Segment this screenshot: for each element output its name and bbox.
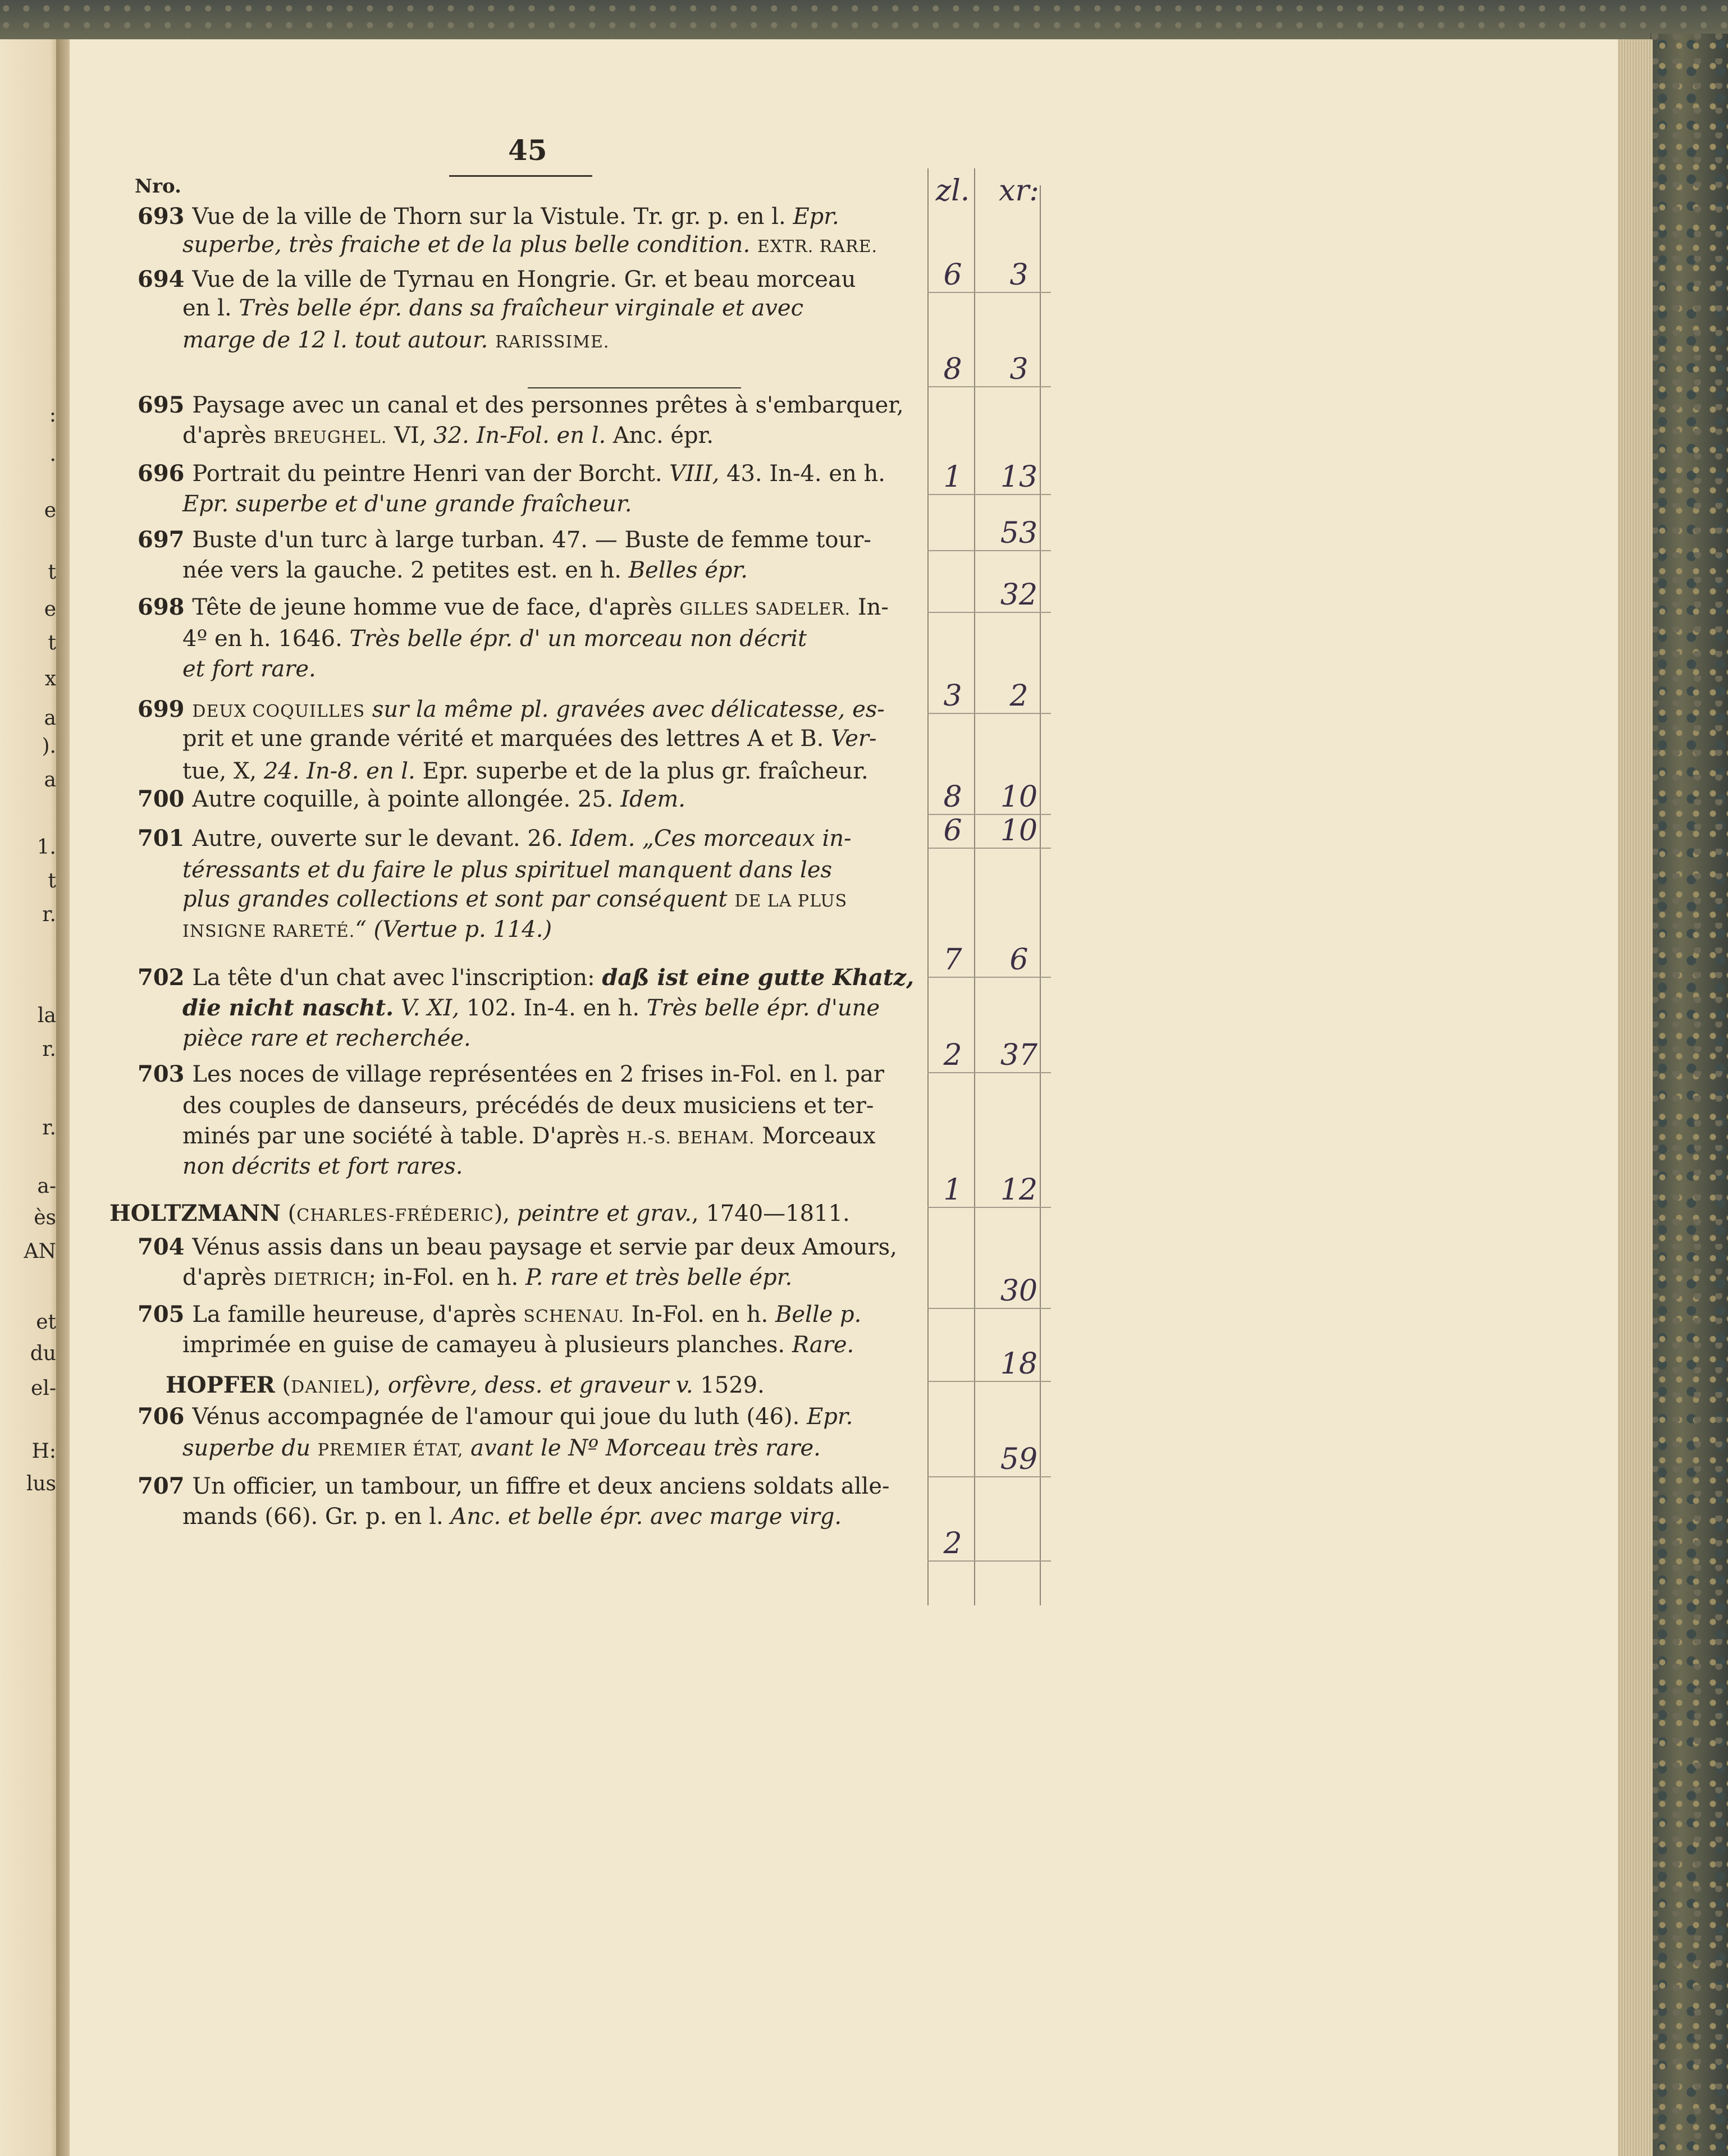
- entry-text: superbe, très fraiche et de la plus belle condition.: [182, 232, 757, 258]
- entry-line: [182, 916, 552, 945]
- entry-text: imprimée en guise de camayeu à plusieurs planches.: [182, 1332, 785, 1358]
- entry-text: VI,: [387, 423, 427, 448]
- entry-text: EXTR. RARE.: [757, 237, 878, 257]
- left-page-fragment: t: [48, 631, 56, 654]
- entry-line: [182, 231, 877, 260]
- price-zl: 2: [943, 1527, 962, 1560]
- price-zl: 1: [943, 1173, 962, 1207]
- left-page-fragment: r.: [42, 1116, 56, 1139]
- entry-text: HOPFER: [166, 1372, 275, 1398]
- entry-text: Autre coquille, à pointe allongée. 25.: [192, 786, 621, 812]
- entry-line: [182, 995, 880, 1022]
- entry-text: GILLES SADELER.: [679, 599, 851, 619]
- entry-text: mands (66). Gr. p. en l.: [182, 1504, 451, 1530]
- ledger-row-line: [927, 494, 1051, 495]
- entry-line: [138, 1473, 890, 1500]
- ledger-row-line: [927, 386, 1051, 387]
- left-page-fragment: x: [44, 667, 56, 690]
- entry-line: [182, 656, 316, 683]
- left-page-fragment: a-: [37, 1175, 56, 1198]
- entry-line: [182, 1503, 842, 1530]
- entry-line: [138, 786, 685, 813]
- entry-text: DANIEL: [291, 1377, 365, 1397]
- entry-text: ; in-Fol. en h.: [368, 1265, 525, 1290]
- entry-text: 43. In-4. en h.: [719, 461, 885, 487]
- marbled-cover: [1651, 34, 1728, 2156]
- entry-line: [182, 625, 807, 652]
- price-xr: 2: [1009, 679, 1028, 713]
- section-rule: [528, 387, 741, 388]
- entry-text: La tête d'un chat avec l'inscription:: [192, 965, 602, 991]
- price-zl: 6: [943, 814, 962, 848]
- left-page-fragment: a: [44, 707, 56, 730]
- entry-line: [182, 1331, 854, 1358]
- price-zl: 8: [943, 780, 962, 814]
- entry-text: Un officier, un tambour, un fiffre et deux anciens soldats alle-: [192, 1473, 890, 1499]
- entry-text: , 1740—1811.: [691, 1201, 850, 1226]
- entry-text: DIETRICH: [273, 1270, 369, 1289]
- entry-text: minés par une société à table. D'après: [182, 1123, 627, 1149]
- entry-text: La famille heureuse, d'après: [192, 1302, 524, 1328]
- entry-number: 704: [138, 1234, 193, 1260]
- entry-text: Paysage avec un canal et des personnes prêtes à s'embarquer,: [192, 392, 904, 418]
- entry-text: marge de 12 l. tout autour.: [182, 327, 496, 353]
- entry-number: 705: [138, 1301, 193, 1328]
- left-page-fragment: a: [44, 768, 56, 791]
- entry-text: superbe du: [182, 1435, 318, 1461]
- entry-number: 707: [138, 1473, 193, 1499]
- price-xr: 18: [1000, 1347, 1038, 1381]
- entry-text: d'après: [182, 1265, 274, 1290]
- entry-line: [138, 1301, 861, 1330]
- price-zl: 8: [943, 353, 962, 386]
- entry-line: [182, 1264, 792, 1293]
- entry-line: [182, 1025, 471, 1052]
- entry-text: DEUX COQUILLES: [192, 702, 365, 721]
- entry-line: [182, 725, 877, 752]
- entry-text: sur la même pl. gravées avec délicatesse, es-: [365, 697, 885, 722]
- entry-line: [138, 266, 856, 293]
- price-xr: 10: [1000, 814, 1038, 848]
- entry-text: Idem. „Ces morceaux in-: [570, 826, 852, 852]
- entry-text: 4º en h. 1646.: [182, 626, 350, 652]
- entry-text: Morceaux: [755, 1123, 876, 1149]
- entry-number: 703: [138, 1061, 193, 1087]
- entry-text: Très belle épr. d' un morceau non décrit: [349, 626, 807, 652]
- entry-number: 700: [138, 786, 193, 812]
- entry-text: Très belle épr. dans sa fraîcheur virginale et avec: [239, 295, 803, 321]
- entry-text: (: [280, 1201, 297, 1226]
- ledger-row-line: [927, 1308, 1051, 1309]
- entry-line: [182, 758, 868, 785]
- price-xr: 10: [1000, 780, 1038, 814]
- entry-text: V. XI,: [394, 995, 460, 1021]
- entry-text: 102. In-4. en h.: [459, 995, 647, 1021]
- entry-text: téressants et du faire le plus spirituel manquent dans les: [182, 857, 833, 883]
- book-cover-top: [0, 0, 1728, 39]
- ledger-row-line: [927, 292, 1051, 293]
- left-page-fragment: ès: [34, 1206, 56, 1229]
- column-header-xr: xr:: [999, 174, 1039, 208]
- entry-number: 695: [138, 392, 193, 418]
- left-page-fragment: la: [38, 1004, 56, 1027]
- entry-text: avant le: [463, 1435, 561, 1461]
- ledger-row-line: [927, 1072, 1051, 1073]
- entry-line: [182, 422, 714, 451]
- entry-text: In-Fol. en h.: [624, 1302, 775, 1328]
- ledger-row-line: [927, 1207, 1051, 1208]
- entry-line: [182, 491, 632, 518]
- entry-text: Nº Morceau très rare.: [561, 1435, 821, 1461]
- entry-line: [138, 696, 885, 725]
- left-page-fragment: t: [48, 869, 56, 892]
- entry-line: [182, 557, 748, 584]
- entry-text: non décrits et fort rares.: [182, 1153, 463, 1179]
- entry-text: (: [275, 1372, 291, 1398]
- left-page: [0, 39, 63, 2156]
- price-zl: 1: [943, 460, 962, 494]
- entry-line: [138, 460, 885, 487]
- entry-text: DE LA PLUS: [734, 891, 848, 911]
- entry-line: [182, 1435, 821, 1464]
- entry-line: [166, 1372, 765, 1401]
- price-xr: 3: [1009, 353, 1028, 386]
- ledger-row-line: [927, 1476, 1051, 1477]
- entry-text: ),: [364, 1372, 388, 1398]
- entry-text: daß ist eine gutte Khatz,: [602, 964, 915, 991]
- entry-text: HOLTZMANN: [109, 1200, 281, 1226]
- price-xr: 53: [1000, 516, 1038, 550]
- left-page-fragment: .: [49, 443, 56, 466]
- entry-line: [182, 1123, 876, 1152]
- entry-text: Vénus accompagnée de l'amour qui joue du luth (46).: [192, 1404, 807, 1430]
- entry-text: plus grandes collections et sont par conséquent: [182, 886, 735, 912]
- left-page-fragment: r.: [42, 903, 56, 926]
- entry-text: Epr.: [793, 204, 839, 230]
- left-page-fragment: ).: [42, 735, 56, 758]
- price-zl: 6: [943, 258, 962, 292]
- entry-text: Epr. superbe et d'une grande fraîcheur.: [182, 491, 632, 517]
- entry-text: die nicht nascht.: [182, 995, 394, 1021]
- price-zl: 2: [943, 1038, 962, 1072]
- entry-text: Belles épr.: [628, 557, 748, 583]
- price-zl: 3: [943, 679, 962, 713]
- entry-text: PREMIER ÉTAT,: [317, 1440, 464, 1460]
- entry-text: Vue de la ville de Tyrnau en Hongrie. Gr. et beau morceau: [192, 267, 856, 292]
- entry-number: 699: [138, 696, 193, 722]
- entry-text: et fort rare.: [182, 656, 316, 682]
- left-page-fragment: r.: [42, 1038, 56, 1061]
- entry-text: 24. In-8. en l.: [257, 758, 423, 784]
- ledger-row-line: [927, 550, 1051, 551]
- page-number: 45: [508, 134, 547, 167]
- left-page-fragment: e: [44, 499, 56, 522]
- left-page-fragment: H:: [31, 1440, 56, 1463]
- entry-number: 694: [138, 266, 193, 292]
- entry-line: [182, 857, 832, 884]
- left-page-fragment: e: [44, 598, 56, 621]
- left-page-fragment: lus: [26, 1472, 56, 1495]
- entry-text: Anc. épr.: [612, 423, 714, 448]
- left-page-fragment: :: [49, 404, 56, 427]
- left-page-fragment: 1.: [36, 836, 56, 859]
- entry-text: “ (Vertue p. 114.): [355, 917, 552, 942]
- entry-text: Rare.: [785, 1332, 854, 1358]
- entry-text: pièce rare et recherchée.: [182, 1026, 471, 1051]
- entry-text: Idem.: [620, 786, 685, 812]
- page-edges: [1617, 39, 1653, 2156]
- entry-text: Anc. et belle épr. avec marge virg.: [450, 1504, 842, 1530]
- entry-line: [182, 295, 803, 322]
- entry-text: Tête de jeune homme vue de face, d'après: [192, 594, 680, 620]
- price-zl: 7: [943, 943, 962, 977]
- entry-text: Ver-: [831, 726, 877, 752]
- price-xr: 12: [1000, 1173, 1038, 1207]
- entry-text: INSIGNE RARETÉ.: [182, 922, 355, 941]
- entry-text: VIII,: [669, 461, 720, 487]
- entry-text: Vénus assis dans un beau paysage et servie par deux Amours,: [192, 1234, 897, 1260]
- entry-text: orfèvre, dess. et graveur v.: [387, 1372, 693, 1398]
- ledger-row-line: [927, 848, 1051, 849]
- entry-text: Epr.: [807, 1404, 853, 1430]
- entry-line: [182, 1092, 874, 1119]
- ledger-row-line: [927, 1381, 1051, 1382]
- entry-text: peintre et grav.: [516, 1201, 692, 1226]
- entry-text: d'après: [182, 423, 274, 448]
- entry-text: Buste d'un turc à large turban. 47. — Buste de femme tour-: [192, 527, 871, 553]
- entry-number: 693: [138, 203, 193, 230]
- ledger-column-line: [1040, 185, 1041, 1605]
- entry-line: [138, 392, 904, 419]
- price-xr: 3: [1009, 258, 1028, 292]
- entry-line: [138, 964, 914, 991]
- entry-line: [138, 203, 839, 230]
- price-xr: 13: [1000, 460, 1038, 494]
- entry-number: 696: [138, 460, 193, 487]
- entry-text: SCHENAU.: [523, 1307, 624, 1326]
- entry-text: RARISSIME.: [495, 332, 610, 352]
- header-rule: [449, 175, 592, 177]
- entry-line: [138, 1061, 884, 1088]
- entry-line: [138, 1403, 853, 1430]
- column-header-nro: Nro.: [135, 175, 181, 198]
- price-xr: 59: [1000, 1443, 1038, 1476]
- entry-text: Très belle épr. d'une: [646, 995, 880, 1021]
- entry-number: 706: [138, 1403, 193, 1430]
- left-page-fragment: et: [36, 1311, 56, 1334]
- entry-line: [182, 886, 847, 915]
- entry-text: Portrait du peintre Henri van der Borcht.: [192, 461, 670, 487]
- entry-line: [138, 527, 871, 553]
- ledger-row-line: [927, 713, 1051, 714]
- entry-text: prit et une grande vérité et marquées des lettres A et B.: [182, 726, 831, 752]
- entry-line: [182, 327, 609, 356]
- entry-text: Belle p.: [775, 1302, 862, 1328]
- entry-number: 701: [138, 825, 193, 852]
- left-page-fragment: t: [48, 561, 56, 584]
- entry-text: tue, X,: [182, 758, 257, 784]
- entry-line: [138, 594, 889, 623]
- entry-text: CHARLES-FRÉDERIC: [296, 1206, 494, 1225]
- price-xr: 6: [1009, 943, 1028, 977]
- ledger-row-line: [927, 977, 1051, 978]
- entry-text: ),: [493, 1201, 517, 1226]
- entry-text: Autre, ouverte sur le devant. 26.: [192, 826, 570, 852]
- entry-text: BREUGHEL.: [273, 428, 387, 447]
- entry-text: Epr. superbe et de la plus gr. fraîcheur.: [422, 758, 868, 784]
- entry-text: 32. In-Fol. en l.: [426, 423, 613, 448]
- entry-text: H.-S. BEHAM.: [627, 1128, 755, 1148]
- entry-line: [109, 1200, 850, 1229]
- entry-line: [182, 1153, 463, 1180]
- entry-text: en l.: [182, 295, 239, 321]
- entry-line: [138, 1234, 897, 1261]
- entry-text: des couples de danseurs, précédés de deux musiciens et ter-: [182, 1093, 874, 1119]
- price-xr: 30: [1000, 1274, 1038, 1308]
- column-header-zl: zl.: [935, 174, 970, 208]
- entry-text: Vue de la ville de Thorn sur la Vistule. Tr. gr. p. en l.: [192, 204, 793, 230]
- entry-number: 698: [138, 594, 193, 620]
- entry-number: 697: [138, 527, 193, 553]
- left-page-fragment: el-: [31, 1377, 56, 1400]
- entry-text: née vers la gauche. 2 petites est. en h.: [182, 557, 629, 583]
- entry-text: In-: [851, 594, 889, 620]
- price-xr: 37: [1000, 1038, 1038, 1072]
- entry-text: P. rare et très belle épr.: [525, 1265, 793, 1290]
- left-page-fragment: du: [30, 1342, 56, 1365]
- price-xr: 32: [1000, 578, 1038, 612]
- ledger-row-line: [927, 612, 1051, 613]
- entry-text: 1529.: [693, 1372, 765, 1398]
- entry-text: Les noces de village représentées en 2 frises in-Fol. en l. par: [192, 1061, 885, 1087]
- entry-line: [138, 825, 852, 852]
- ledger-row-line: [927, 1560, 1051, 1562]
- left-page-fragment: AN: [24, 1240, 56, 1263]
- entry-number: 702: [138, 964, 193, 991]
